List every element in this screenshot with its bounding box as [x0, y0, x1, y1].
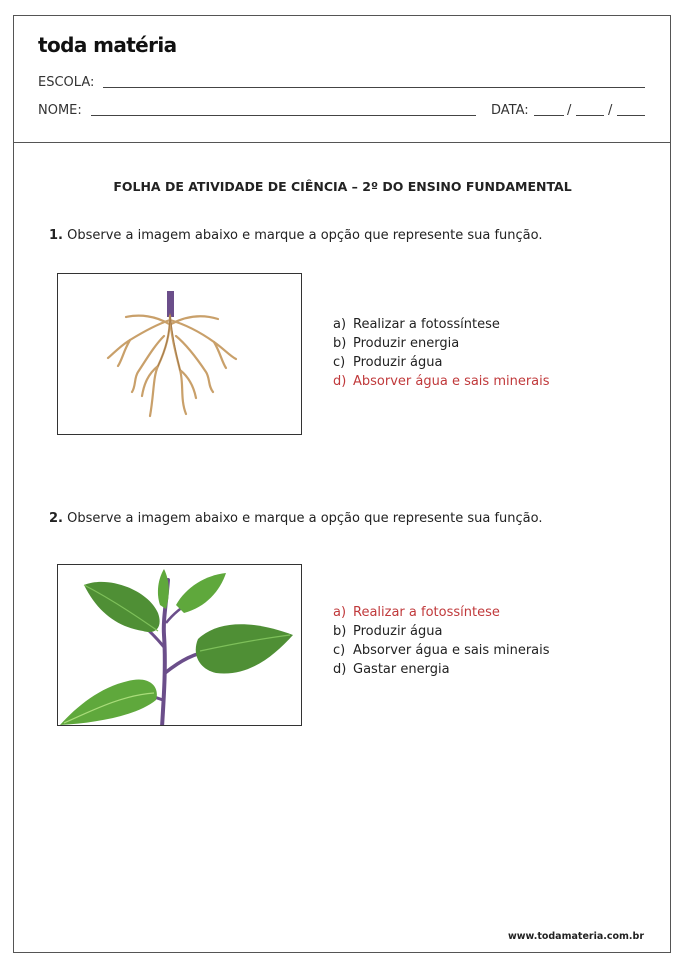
nome-label: NOME: [38, 103, 82, 118]
plant-leaves-icon [58, 565, 302, 726]
option-c[interactable]: c) Produzir água [333, 355, 443, 370]
data-label: DATA: [491, 103, 529, 118]
worksheet-title: FOLHA DE ATIVIDADE DE CIÊNCIA – 2º DO ENSINO FUNDAMENTAL [113, 179, 572, 194]
question-1 [49, 228, 542, 243]
brand-logo: toda matéria [38, 33, 177, 57]
leaves-image-frame [57, 564, 302, 726]
option-a-correct[interactable]: a) Realizar a fotossíntese [333, 605, 500, 620]
question-number: 2. [49, 511, 63, 526]
date-year-field[interactable] [617, 115, 645, 116]
date-separator: / [608, 103, 613, 118]
question-2-options [333, 603, 550, 679]
roots-image-frame [57, 273, 302, 435]
option-a[interactable]: a) Realizar a fotossíntese [333, 317, 500, 332]
date-day-field[interactable] [534, 115, 564, 116]
date-separator: / [567, 103, 572, 118]
option-d-correct[interactable]: d) Absorver água e sais minerais [333, 374, 550, 389]
question-text: Observe a imagem abaixo e marque a opção que represente sua função. [67, 228, 543, 243]
option-b[interactable]: b) Produzir água [333, 624, 443, 639]
question-2 [49, 511, 542, 526]
question-1-options [333, 315, 550, 391]
question-text: Observe a imagem abaixo e marque a opção que represente sua função. [67, 511, 543, 526]
worksheet-border [13, 15, 671, 953]
escola-field[interactable] [103, 87, 645, 88]
option-b[interactable]: b) Produzir energia [333, 336, 460, 351]
nome-field[interactable] [91, 115, 476, 116]
date-month-field[interactable] [576, 115, 604, 116]
escola-label: ESCOLA: [38, 75, 95, 90]
plant-roots-icon [58, 274, 302, 435]
question-number: 1. [49, 228, 63, 243]
option-d[interactable]: d) Gastar energia [333, 662, 450, 677]
header-divider [13, 142, 671, 143]
footer-url[interactable]: www.todamateria.com.br [507, 931, 644, 942]
option-c[interactable]: c) Absorver água e sais minerais [333, 643, 550, 658]
